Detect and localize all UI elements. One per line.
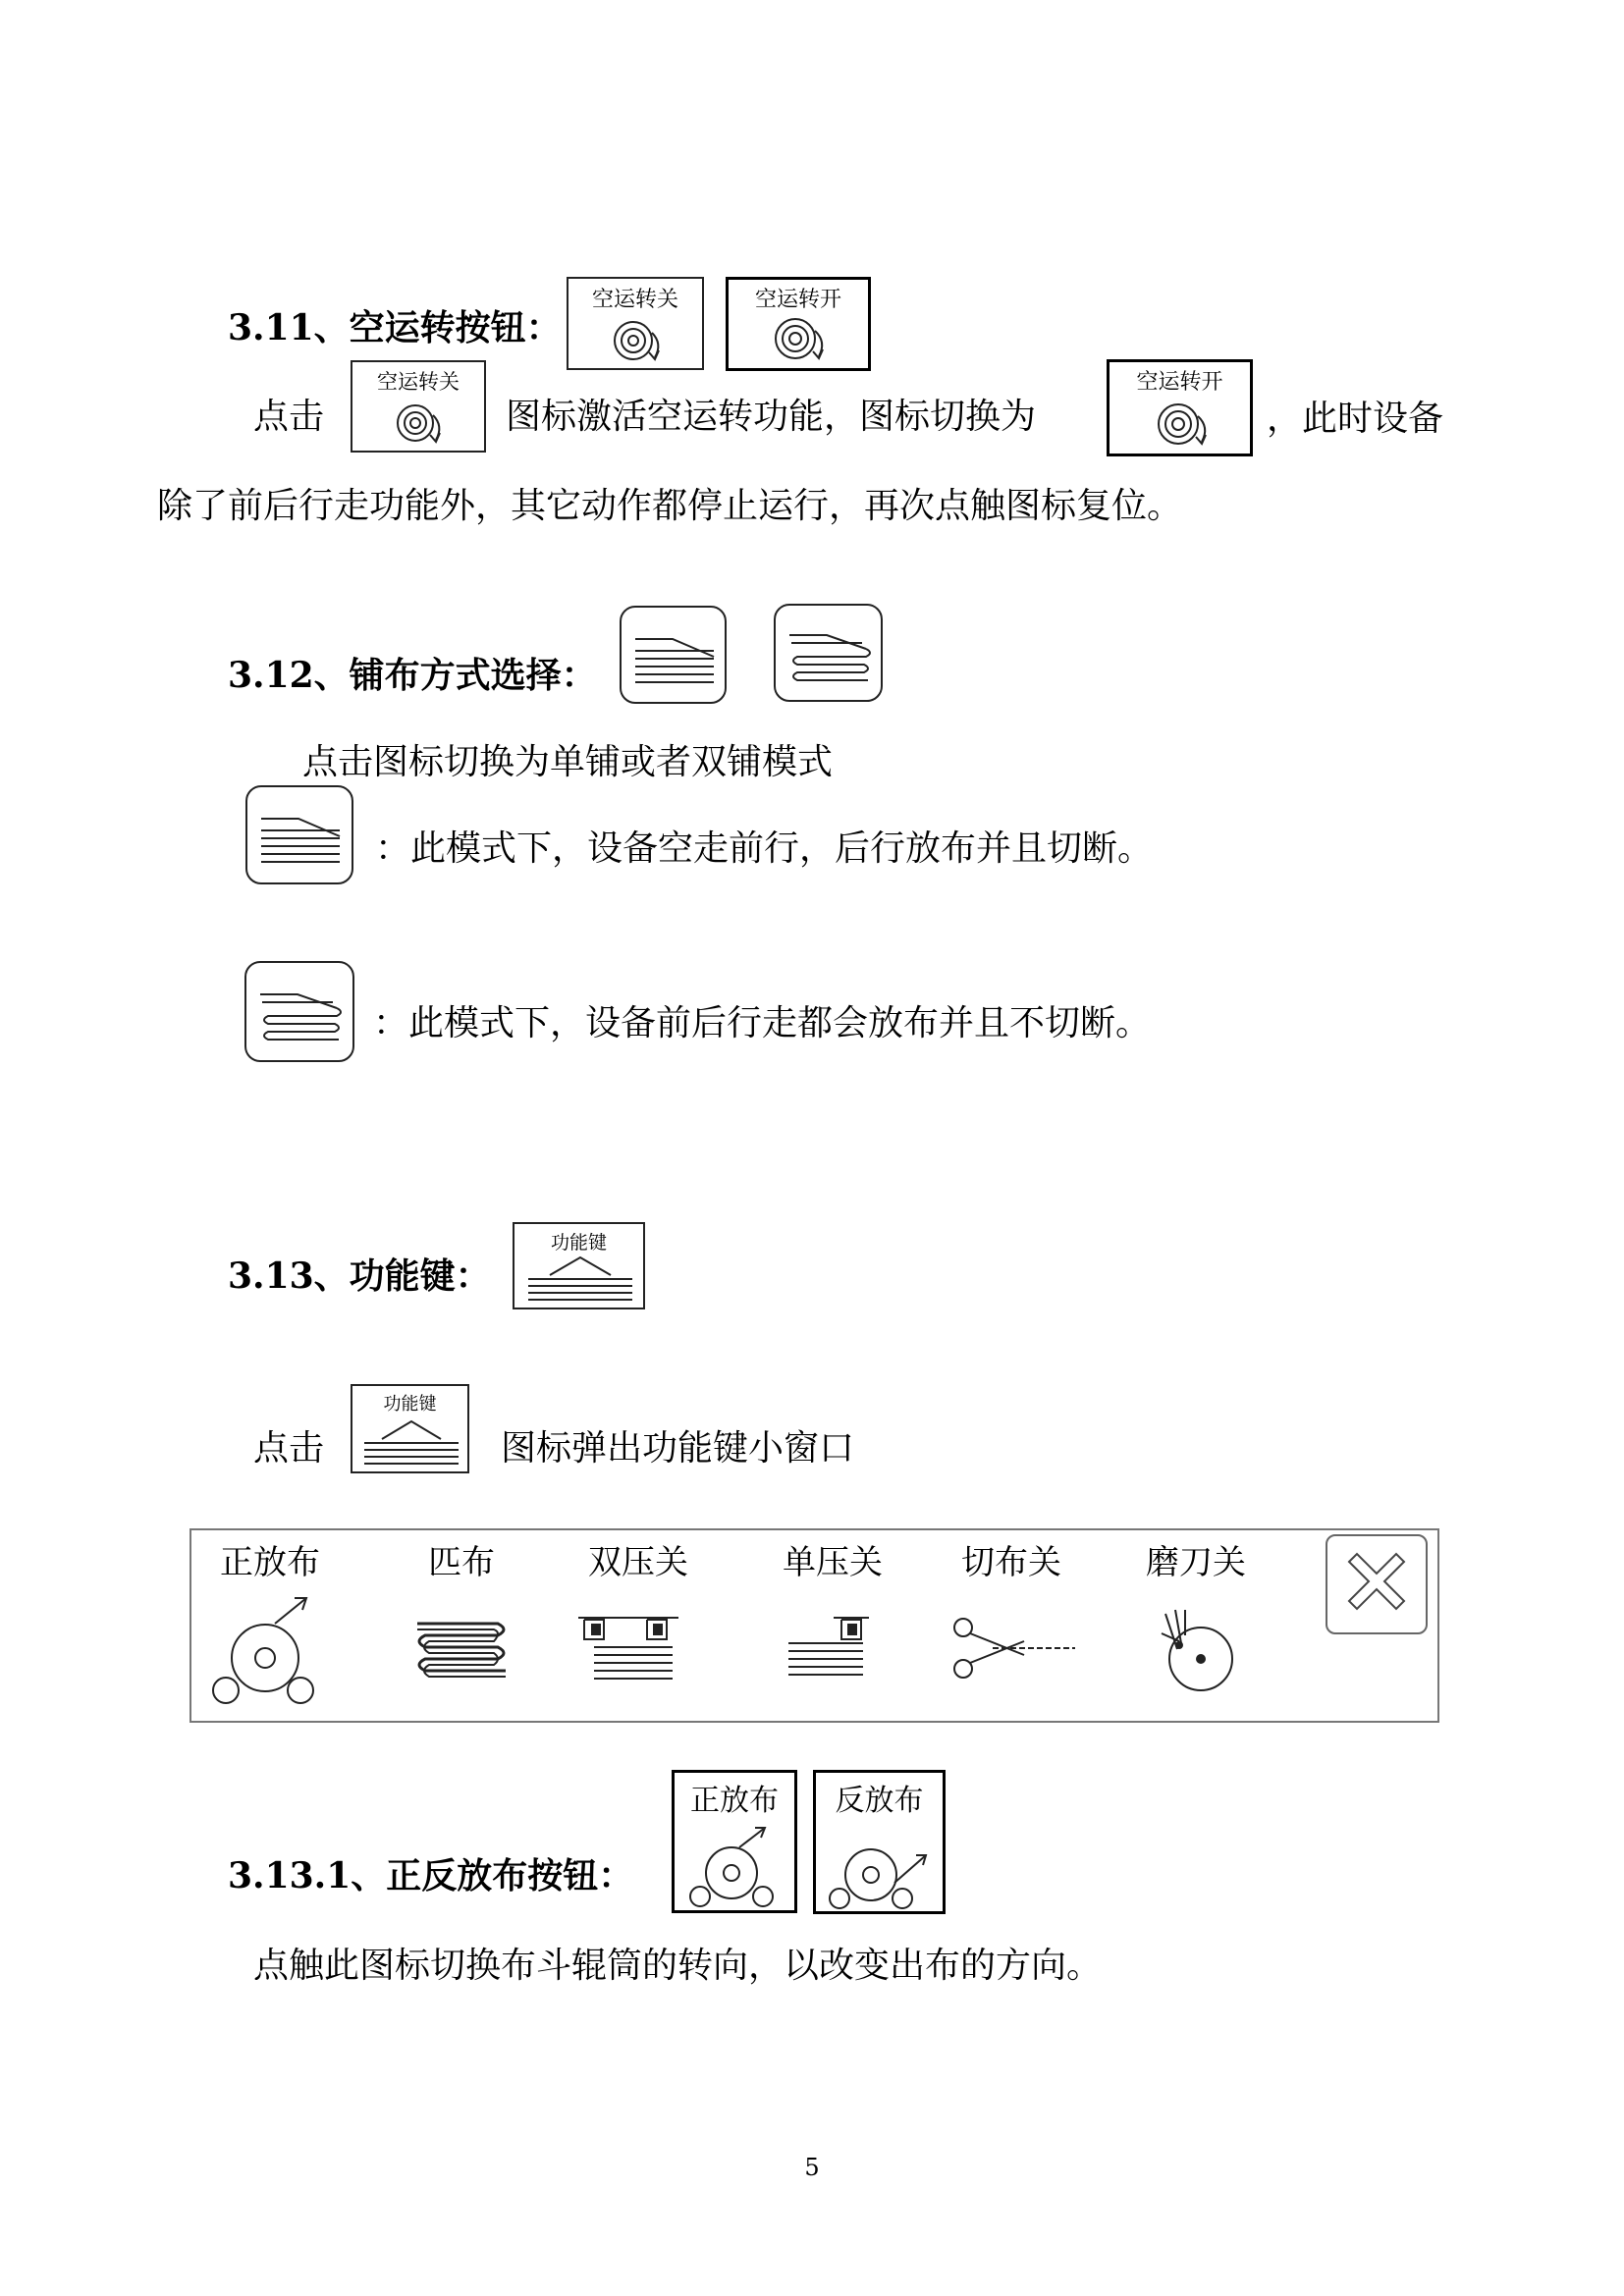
single-press-label: 单压关 <box>783 1543 883 1582</box>
section-3-12-intro: 点击图标切换为单铺或者双铺模式 <box>302 742 834 782</box>
single-lay-icon <box>247 787 355 886</box>
forward-feed-label: 正放布 <box>690 1784 779 1818</box>
function-key-icon <box>514 1224 647 1311</box>
reverse-feed-button[interactable] <box>813 1770 946 1914</box>
forward-feed-label: 正放布 <box>220 1543 320 1582</box>
forward-feed-icon <box>675 1773 800 1916</box>
idle-run-off-button[interactable] <box>567 277 704 370</box>
double-press-toggle[interactable] <box>565 1535 712 1717</box>
close-panel-button[interactable] <box>1326 1534 1428 1634</box>
bolt-fabric-icon <box>388 1584 535 1712</box>
click-prefix: 点击 <box>253 397 325 437</box>
close-x-icon <box>1327 1536 1426 1632</box>
forward-feed-icon <box>196 1584 344 1712</box>
single-press-toggle[interactable] <box>759 1535 906 1717</box>
single-lay-mode-button[interactable] <box>620 606 727 704</box>
double-lay-mode-button[interactable] <box>774 604 883 702</box>
sharpen-blade-toggle[interactable] <box>1122 1535 1270 1717</box>
reverse-feed-label: 反放布 <box>835 1784 924 1818</box>
double-lay-icon <box>776 606 885 704</box>
bolt-fabric-toggle[interactable] <box>388 1535 535 1717</box>
scissors-icon <box>938 1584 1085 1712</box>
spiral-icon <box>1110 362 1256 459</box>
reverse-feed-icon <box>816 1773 948 1917</box>
section-3-13-text: 图标弹出功能键小窗口 <box>501 1428 855 1468</box>
forward-feed-toggle[interactable] <box>196 1535 344 1717</box>
spiral-icon <box>568 279 706 372</box>
section-3-13-heading: 3.13、功能键： <box>228 1255 491 1297</box>
section-3-13-1-heading: 3.13.1、正反放布按钮： <box>228 1855 634 1896</box>
double-press-label: 双压关 <box>588 1543 688 1582</box>
function-key-button[interactable] <box>513 1222 645 1309</box>
section-3-11-heading: 3.11、空运转按钮： <box>228 307 562 348</box>
spiral-icon <box>352 362 488 454</box>
idle-run-on-button[interactable] <box>726 277 871 371</box>
single-press-icon <box>759 1584 906 1712</box>
function-key-label: 功能键 <box>383 1394 437 1415</box>
bolt-fabric-label: 匹布 <box>428 1543 495 1582</box>
click-prefix: 点击 <box>253 1428 325 1468</box>
idle-run-off-label: 空运转关 <box>377 370 460 394</box>
single-lay-inline-icon <box>245 785 353 884</box>
idle-run-off-label: 空运转关 <box>591 288 678 312</box>
double-lay-icon <box>246 963 356 1064</box>
function-key-panel <box>189 1528 1439 1723</box>
section-3-11-text-2: ，此时设备 <box>1267 399 1444 439</box>
double-press-icon <box>565 1584 712 1712</box>
cut-fabric-toggle[interactable] <box>938 1535 1085 1717</box>
idle-run-on-label: 空运转开 <box>754 288 841 312</box>
double-lay-inline-icon <box>244 961 354 1062</box>
cut-fabric-label: 切布关 <box>961 1543 1061 1582</box>
section-3-11-text-3: 除了前后行走功能外，其它动作都停止运行，再次点触图标复位。 <box>157 486 1183 526</box>
function-key-inline-icon <box>351 1384 469 1473</box>
idle-run-off-inline-icon <box>351 360 486 453</box>
section-3-12-heading: 3.12、铺布方式选择： <box>228 655 597 696</box>
function-key-icon <box>352 1386 471 1475</box>
idle-run-on-label: 空运转开 <box>1136 370 1223 395</box>
function-key-label: 功能键 <box>550 1232 607 1254</box>
forward-feed-button[interactable] <box>672 1770 797 1913</box>
idle-run-on-inline-icon <box>1107 359 1253 456</box>
sharpen-blade-label: 磨刀关 <box>1146 1543 1246 1582</box>
page-number: 5 <box>804 2154 820 2181</box>
sharpening-wheel-icon <box>1122 1584 1270 1712</box>
single-lay-description: ：此模式下，设备空走前行，后行放布并且切断。 <box>375 828 1154 869</box>
double-lay-description: ：此模式下，设备前后行走都会放布并且不切断。 <box>373 1003 1152 1043</box>
spiral-icon <box>729 280 874 374</box>
single-lay-icon <box>622 608 729 706</box>
section-3-13-1-text: 点触此图标切换布斗辊筒的转向，以改变出布的方向。 <box>253 1946 1103 1986</box>
section-3-11-text-1: 图标激活空运转功能，图标切换为 <box>506 397 1037 437</box>
